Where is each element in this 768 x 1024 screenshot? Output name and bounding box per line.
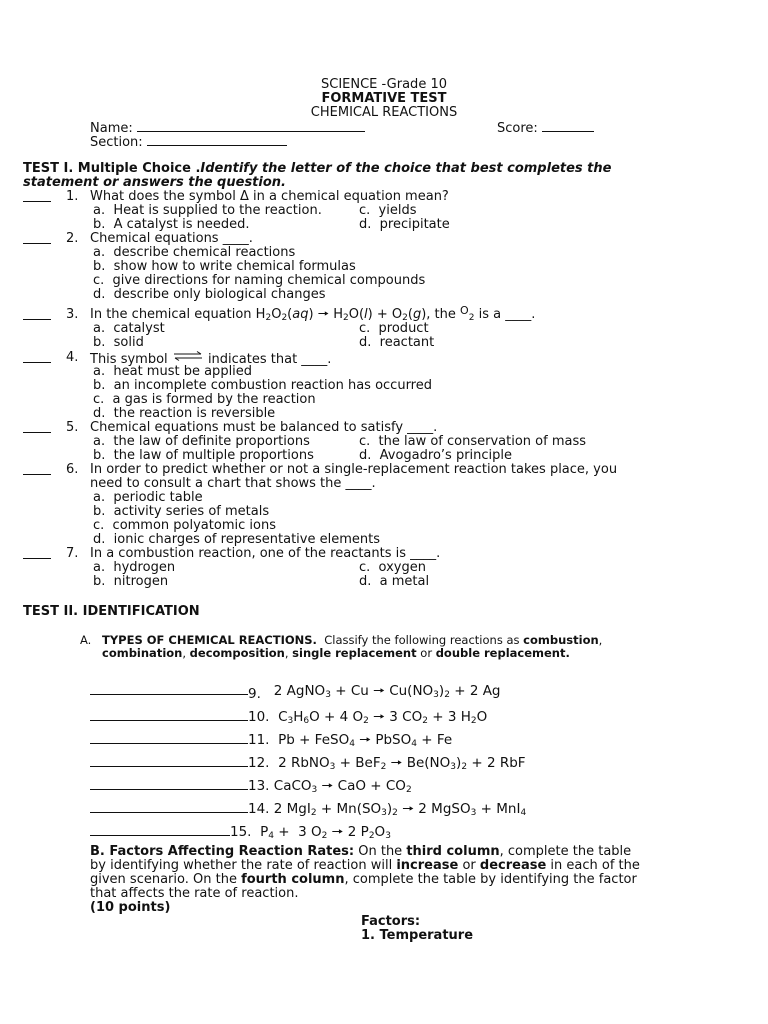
choice: c. product — [359, 321, 429, 336]
choice: c. give directions for naming chemical compounds — [93, 273, 426, 288]
header-test-type: FORMATIVE TEST — [321, 91, 447, 106]
name-label: Name: — [90, 121, 133, 136]
part-b-line1: B. Factors Affecting Reaction Rates: On the third column, complete the table — [90, 844, 632, 859]
reversible-arrow-icon — [172, 351, 204, 361]
choice: c. oxygen — [359, 560, 426, 575]
choice: a. hydrogen — [93, 560, 176, 575]
choice: b. an incomplete combustion reaction has occurred — [93, 378, 432, 393]
part-a-letter: A. — [80, 633, 92, 647]
answer-blank[interactable] — [90, 824, 230, 836]
choice: c. yields — [359, 203, 417, 218]
choice: b. show how to write chemical formulas — [93, 259, 356, 274]
question-2-text: Chemical equations ____. — [90, 231, 253, 246]
question-3-text: In the chemical equation $H_2O_2(aq)$ 🠖 $H_2O(l) + O_2(g)$, the $^O_2$ is a ____. — [90, 304, 536, 323]
choice: d. ionic charges of representative elements — [93, 532, 380, 547]
choice: a. Heat is supplied to the reaction. — [93, 203, 322, 218]
score-field[interactable] — [497, 120, 594, 136]
part-a-instruction: TYPES OF CHEMICAL REACTIONS. Classify the following reactions as combustion, — [102, 633, 603, 647]
question-3-number: 3. — [66, 307, 79, 322]
choice: d. precipitate — [359, 217, 450, 232]
choice: b. A catalyst is needed. — [93, 217, 250, 232]
answer-blank[interactable] — [90, 732, 248, 744]
choice: b. solid — [93, 335, 144, 350]
identification-item-9: 9. 2 AgNO$_3$ + Cu 🠖 $Cu(NO_3)_2 + 2$ Ag — [90, 683, 501, 698]
identification-item-10: 10. $C_3H_6O + 4$ $O_2$ 🠖 3 $CO_2 + 3$ $H_2O$ — [90, 709, 487, 724]
choice: a. describe chemical reactions — [93, 245, 296, 260]
answer-blank[interactable] — [90, 755, 248, 767]
choice: d. a metal — [359, 574, 430, 589]
identification-item-13: 13. CaCO$_3$ 🠖 CaO + $CO_2$ — [90, 778, 412, 793]
question-5 — [23, 421, 51, 437]
question-5-number: 5. — [66, 420, 79, 435]
choice: a. heat must be applied — [93, 364, 253, 379]
answer-blank[interactable] — [90, 801, 248, 813]
test1-heading-line2: statement or answers the question. — [23, 175, 286, 190]
question-7-number: 7. — [66, 546, 79, 561]
question-1-text: What does the symbol Δ in a chemical equation mean? — [90, 189, 449, 204]
choice: d. the reaction is reversible — [93, 406, 276, 421]
answer-blank[interactable] — [23, 421, 51, 433]
question-4-number: 4. — [66, 350, 79, 365]
choice: a. catalyst — [93, 321, 165, 336]
choice: c. the law of conservation of mass — [359, 434, 587, 449]
choice: c. common polyatomic ions — [93, 518, 276, 533]
question-2-number: 2. — [66, 231, 79, 246]
choice: d. reactant — [359, 335, 435, 350]
question-5-text: Chemical equations must be balanced to satisfy ____. — [90, 420, 438, 435]
answer-blank[interactable] — [23, 308, 51, 320]
answer-blank[interactable] — [90, 709, 248, 721]
part-b-line4: that affects the rate of reaction. — [90, 886, 299, 901]
section-label: Section: — [90, 135, 143, 150]
choice: c. a gas is formed by the reaction — [93, 392, 316, 407]
identification-item-11: 11. Pb + FeSO$_4$ 🠖 PbSO$_4$ + Fe — [90, 732, 452, 747]
identification-item-12: 12. 2 RbNO$_3$ + BeF$_2$ 🠖 $Be(NO_3)_2 + 2$ RbF — [90, 755, 526, 770]
choice: a. the law of definite proportions — [93, 434, 310, 449]
question-1 — [23, 190, 51, 206]
test1-heading: TEST I. Multiple Choice .Identify the letter of the choice that best completes the — [23, 161, 612, 176]
question-6 — [23, 463, 51, 479]
score-label: Score: — [497, 121, 538, 136]
choice: d. Avogadro’s principle — [359, 448, 513, 463]
answer-blank[interactable] — [23, 463, 51, 475]
question-6-number: 6. — [66, 462, 79, 477]
answer-blank[interactable] — [23, 351, 51, 363]
choice: b. the law of multiple proportions — [93, 448, 314, 463]
section-field[interactable] — [90, 134, 287, 150]
factor-temperature: 1. Temperature — [361, 928, 474, 943]
part-b-line2: by identifying whether the rate of reaction will increase or decrease in each of the — [90, 858, 640, 873]
answer-blank[interactable] — [90, 778, 248, 790]
choice: a. periodic table — [93, 490, 203, 505]
arrow-icon: 🠖 — [317, 307, 330, 322]
answer-blank[interactable] — [23, 232, 51, 244]
question-7-text: In a combustion reaction, one of the reactants is ____. — [90, 546, 441, 561]
question-2 — [23, 232, 51, 248]
answer-blank[interactable] — [23, 190, 51, 202]
identification-item-15: 15. $P_4 + 3$ $O_2$ 🠖 2 $P_2O_3$ — [90, 824, 391, 839]
question-4 — [23, 351, 51, 367]
test2-heading: TEST II. IDENTIFICATION — [23, 604, 200, 619]
choice: d. describe only biological changes — [93, 287, 326, 302]
header-topic: CHEMICAL REACTIONS — [310, 105, 458, 120]
question-4-text: This symbol indicates that ____. — [90, 352, 332, 367]
answer-blank[interactable] — [23, 547, 51, 559]
choice: b. nitrogen — [93, 574, 169, 589]
identification-item-14: 14. 2 $MgI_2 + Mn(SO_3)_2$ 🠖 2 MgSO$_3$ + MnI$_4$ — [90, 801, 526, 816]
answer-blank[interactable] — [90, 683, 248, 695]
part-a-instruction-line2: combination, decomposition, single replacement or double replacement. — [102, 646, 570, 660]
question-1-number: 1. — [66, 189, 79, 204]
question-7 — [23, 547, 51, 563]
header-subject: SCIENCE -Grade 10 — [320, 77, 447, 92]
points-label: (10 points) — [90, 900, 171, 915]
choice: b. activity series of metals — [93, 504, 270, 519]
question-6-text-line2: need to consult a chart that shows the ____. — [90, 476, 376, 491]
question-6-text: In order to predict whether or not a single-replacement reaction takes place, you — [90, 462, 618, 477]
part-b-line3: given scenario. On the fourth column, complete the table by identifying the factor — [90, 872, 637, 887]
factors-label: Factors: — [361, 914, 421, 929]
question-3 — [23, 308, 51, 324]
